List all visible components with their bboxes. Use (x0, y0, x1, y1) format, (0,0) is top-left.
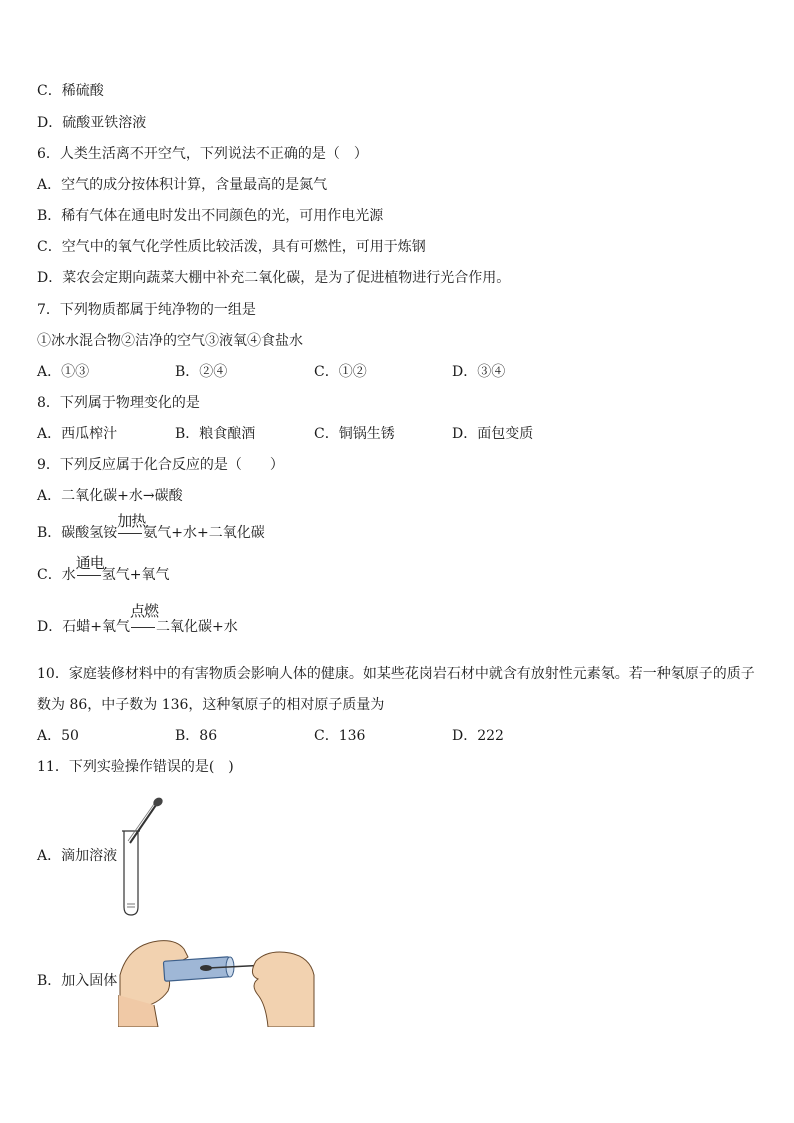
question-11: 11．下列实验操作错误的是( ) (37, 759, 234, 775)
question-7: 7．下列物质都属于纯净物的一组是 (37, 302, 256, 318)
q8-option-c: C．铜锅生锈 (314, 426, 395, 442)
q8-option-d: D．面包变质 (452, 426, 534, 442)
q8-option-b: B．粮食酿酒 (175, 426, 256, 442)
option-c-text: C．稀硫酸 (37, 83, 104, 99)
q7-option-d: D．③④ (452, 364, 506, 380)
q8-option-a: A．西瓜榨汁 (37, 426, 118, 442)
q9b-product: 氨气+水+二氧化碳 (143, 525, 265, 541)
q7-option-b: B．②④ (175, 364, 228, 380)
q7-option-a: A．①③ (37, 364, 90, 380)
q11-option-a: A．滴加溶液 (37, 848, 118, 864)
q9c-product: 氢气+氧气 (101, 567, 170, 583)
q6-option-c: C．空气中的氧气化学性质比较活泼，具有可燃性，可用于炼钢 (37, 239, 426, 255)
q9-option-b (37, 512, 265, 542)
dropper-test-tube-illustration (118, 795, 168, 920)
q9d-reactant: D．石蜡+氧气 (37, 619, 130, 635)
q10-option-c: C．136 (314, 728, 366, 744)
q9-option-c (37, 554, 170, 584)
question-9: 9．下列反应属于化合反应的是（ ） (37, 457, 284, 473)
q7-option-c: C．①② (314, 364, 367, 380)
q7-statement: ①冰水混合物②洁净的空气③液氧④食盐水 (37, 333, 303, 349)
question-10-line2: 数为 86，中子数为 136，这种氡原子的相对原子质量为 (37, 697, 385, 713)
q10-option-d: D．222 (452, 728, 504, 744)
q6-option-a: A．空气的成分按体积计算，含量最高的是氮气 (37, 177, 328, 193)
q9b-reactant: B．碳酸氢铵 (37, 525, 118, 541)
q10-option-a: A．50 (37, 728, 79, 744)
q9d-condition: 点燃 (130, 618, 156, 636)
hands-adding-solid-illustration (118, 935, 316, 1027)
question-10-line1: 10．家庭装修材料中的有害物质会影响人体的健康。如某些花岗岩石材中就含有放射性元素氡。若一种氡原子的质子 (37, 666, 755, 682)
q11-option-b: B．加入固体 (37, 973, 118, 989)
question-8: 8．下列属于物理变化的是 (37, 395, 200, 411)
q9b-condition: 加热 (117, 524, 143, 542)
q9c-reactant: C．水 (37, 567, 76, 583)
q9-option-d (37, 602, 238, 636)
q10-option-b: B．86 (175, 728, 218, 744)
q9-option-a: A．二氧化碳+水→碳酸 (37, 488, 183, 504)
q6-option-d: D．菜农会定期向蔬菜大棚中补充二氧化碳，是为了促进植物进行光合作用。 (37, 270, 511, 286)
option-d-text: D．硫酸亚铁溶液 (37, 115, 147, 131)
q9c-condition: 通电 (76, 566, 102, 584)
q6-option-b: B．稀有气体在通电时发出不同颜色的光，可用作电光源 (37, 208, 384, 224)
q9d-product: 二氧化碳+水 (155, 619, 238, 635)
question-6: 6．人类生活离不开空气，下列说法不正确的是（ ） (37, 146, 368, 162)
